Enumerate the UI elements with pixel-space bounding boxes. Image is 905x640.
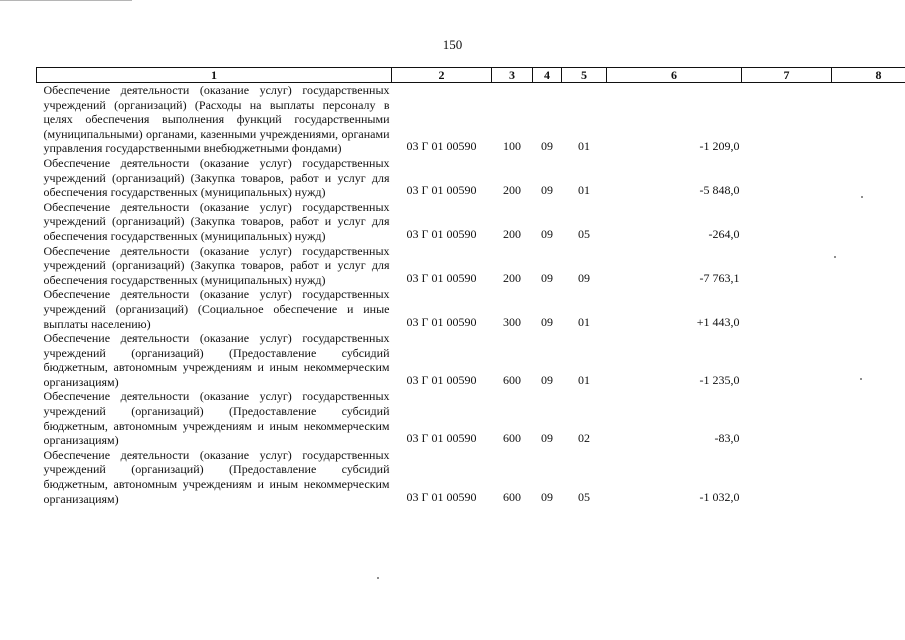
table-row xyxy=(37,331,905,389)
row-amount: -83,0 xyxy=(714,431,740,446)
table-row xyxy=(37,200,905,244)
row-col-8 xyxy=(832,83,905,156)
table-row xyxy=(37,287,905,331)
row-col-8 xyxy=(832,200,905,244)
row-target-code: 03 Г 01 00590 xyxy=(406,489,477,504)
row-subsection: 05 xyxy=(578,226,590,241)
row-expense-type: 100 xyxy=(503,139,521,154)
table-body xyxy=(37,83,905,507)
table-row xyxy=(37,448,905,506)
row-expense-type: 200 xyxy=(503,226,521,241)
row-description: Обеспечение деятельности (оказание услуг) государственных учреждений (организаций) (Предоставление субсидий бюджетным, автономным учреждениям и иным некоммерческим организациям) xyxy=(43,331,390,389)
row-target-code: 03 Г 01 00590 xyxy=(406,314,477,329)
scan-speck xyxy=(834,256,836,258)
row-subsection: 09 xyxy=(578,270,590,285)
row-col-7 xyxy=(742,448,832,506)
row-col-8 xyxy=(832,244,905,288)
row-amount: -264,0 xyxy=(708,226,740,241)
row-col-7 xyxy=(742,287,832,331)
row-amount: -1 235,0 xyxy=(699,372,740,387)
row-section: 09 xyxy=(541,431,553,446)
row-subsection: 05 xyxy=(578,489,590,504)
row-section: 09 xyxy=(541,270,553,285)
row-col-8 xyxy=(832,448,905,506)
row-expense-type: 600 xyxy=(503,431,521,446)
row-col-7 xyxy=(742,156,832,200)
row-col-7 xyxy=(742,331,832,389)
row-section: 09 xyxy=(541,226,553,241)
row-amount: -1 209,0 xyxy=(699,139,740,154)
row-description: Обеспечение деятельности (оказание услуг) государственных учреждений (организаций) (Закупка товаров, работ и услуг для обеспечения государственных (муниципальных) нужд) xyxy=(43,155,390,200)
row-expense-type: 200 xyxy=(503,183,521,198)
row-section: 09 xyxy=(541,139,553,154)
budget-table xyxy=(36,67,905,506)
header-row xyxy=(37,68,905,83)
row-section: 09 xyxy=(541,489,553,504)
row-subsection: 01 xyxy=(578,183,590,198)
row-col-7 xyxy=(742,389,832,447)
row-subsection: 01 xyxy=(578,372,590,387)
scan-edge-mark xyxy=(0,0,132,1)
row-section: 09 xyxy=(541,183,553,198)
row-expense-type: 300 xyxy=(503,314,521,329)
row-col-7 xyxy=(742,244,832,288)
row-col-7 xyxy=(742,83,832,156)
header-col-6: 6 xyxy=(607,68,742,83)
scan-speck xyxy=(861,196,863,198)
row-col-8 xyxy=(832,156,905,200)
row-description: Обеспечение деятельности (оказание услуг) государственных учреждений (организаций) (Предоставление субсидий бюджетным, автономным учреждениям и иным некоммерческим организациям) xyxy=(43,389,390,448)
header-col-4: 4 xyxy=(533,68,562,83)
row-section: 09 xyxy=(541,314,553,329)
page-number: 150 xyxy=(442,37,463,52)
row-amount: -5 848,0 xyxy=(699,183,740,198)
row-col-8 xyxy=(832,287,905,331)
header-col-7: 7 xyxy=(742,68,832,83)
row-description: Обеспечение деятельности (оказание услуг) государственных учреждений (организаций) (Закупка товаров, работ и услуг для обеспечения государственных (муниципальных) нужд) xyxy=(43,243,390,287)
row-description: Обеспечение деятельности (оказание услуг) государственных учреждений (организаций) (Предоставление субсидий бюджетным, автономным учреждениям и иным некоммерческим организациям) xyxy=(43,447,390,506)
row-target-code: 03 Г 01 00590 xyxy=(406,139,477,154)
row-target-code: 03 Г 01 00590 xyxy=(406,183,477,198)
table-row xyxy=(37,83,905,156)
table-row xyxy=(37,156,905,200)
header-col-1: 1 xyxy=(37,68,392,83)
table-row xyxy=(37,389,905,447)
row-col-7 xyxy=(742,200,832,244)
row-target-code: 03 Г 01 00590 xyxy=(406,372,477,387)
row-subsection: 01 xyxy=(578,314,590,329)
header-col-5: 5 xyxy=(562,68,607,83)
row-section: 09 xyxy=(541,372,553,387)
row-col-8 xyxy=(832,389,905,447)
row-col-8 xyxy=(832,331,905,389)
row-expense-type: 600 xyxy=(503,489,521,504)
row-description: Обеспечение деятельности (оказание услуг) государственных учреждений (организаций) (Закупка товаров, работ и услуг для обеспечения государственных (муниципальных) нужд) xyxy=(43,199,390,243)
scan-speck xyxy=(860,378,862,380)
row-subsection: 01 xyxy=(578,139,590,154)
row-amount: +1 443,0 xyxy=(696,314,740,329)
table-header xyxy=(37,68,905,83)
scan-speck xyxy=(377,577,379,579)
row-amount: -1 032,0 xyxy=(699,489,740,504)
row-expense-type: 600 xyxy=(503,372,521,387)
row-expense-type: 200 xyxy=(503,270,521,285)
row-amount: -7 763,1 xyxy=(699,270,740,285)
row-description: Обеспечение деятельности (оказание услуг) государственных учреждений (организаций) (Социальное обеспечение и иные выплаты населению) xyxy=(43,287,390,331)
table-row xyxy=(37,244,905,288)
header-col-2: 2 xyxy=(392,68,492,83)
header-col-3: 3 xyxy=(492,68,533,83)
row-description: Обеспечение деятельности (оказание услуг) государственных учреждений (организаций) (Расходы на выплаты персоналу в целях обеспечения выполнения функций государственными (муниципальными) органами, казенными учреждениями, органами управления государственными внебюджетными фондами) xyxy=(43,83,390,156)
row-target-code: 03 Г 01 00590 xyxy=(406,270,477,285)
header-col-8: 8 xyxy=(832,68,905,83)
row-target-code: 03 Г 01 00590 xyxy=(406,431,477,446)
row-subsection: 02 xyxy=(578,431,590,446)
row-target-code: 03 Г 01 00590 xyxy=(406,226,477,241)
